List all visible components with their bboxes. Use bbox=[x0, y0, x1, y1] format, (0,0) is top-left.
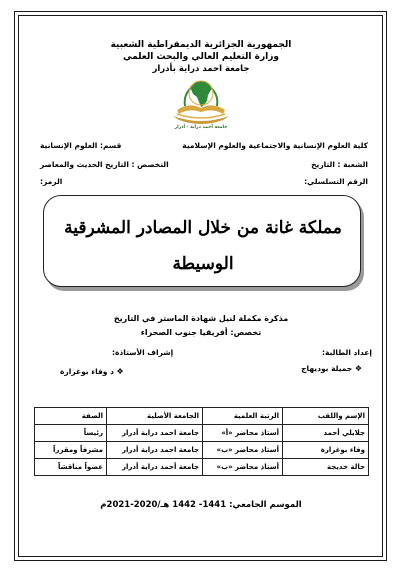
serial-number-label: الرقم التسلسلي: bbox=[304, 177, 368, 186]
memo-specialization: تخصص: أفريقيا جنوب الصحراء bbox=[140, 328, 262, 337]
supervisor-name: د وفاء بوغرارة bbox=[60, 367, 114, 376]
cell-role: مشرفاً ومقرراً bbox=[35, 442, 107, 459]
thesis-title-line-2: الوسيطة bbox=[172, 254, 234, 274]
supervisor-entry bbox=[60, 367, 124, 376]
university-logo-icon bbox=[163, 76, 239, 132]
republic-name: الجمهورية الجزائرية الديمقراطية الشعبية bbox=[110, 40, 292, 50]
academic-year: الموسم الجامعي: 1441- 1442 هـ/2020-2021م bbox=[100, 500, 302, 510]
header-rank: الرتبة العلمية bbox=[203, 408, 283, 425]
memo-description: مذكرة مكملة لنيل شهادة الماستر في التاريخ bbox=[113, 314, 289, 323]
table-row bbox=[35, 425, 369, 442]
cell-university: جامعة احمد دراية أدرار bbox=[107, 442, 203, 459]
table-row bbox=[35, 459, 369, 476]
cell-name: حالة خديجة bbox=[283, 459, 369, 476]
bullet-icon: ❖ bbox=[354, 364, 362, 373]
cell-rank: أستاذ محاضر «أ» bbox=[203, 425, 283, 442]
thesis-title-line-1: مملكة غانة من خلال المصادر المشرقية bbox=[64, 218, 342, 238]
supervised-by-label: إشراف الأستاذة: bbox=[112, 348, 174, 357]
cell-role: رئيساً bbox=[35, 425, 107, 442]
table-row bbox=[35, 442, 369, 459]
faculty-name: كلية العلوم الإنسانية والاجتماعية والعلوم الإسلامية bbox=[182, 141, 368, 150]
cell-rank: أستاذ محاضر «ب» bbox=[203, 442, 283, 459]
header-university: الجامعة الأصلية bbox=[107, 408, 203, 425]
header-name: الإسم واللقب bbox=[283, 408, 369, 425]
cell-name: وفاء بوغرارة bbox=[283, 442, 369, 459]
student-entry bbox=[301, 364, 362, 373]
branch-label: الشعبة : التاريخ bbox=[311, 160, 368, 169]
table-header-row bbox=[35, 408, 369, 425]
prepared-by-label: إعداد الطالبة: bbox=[322, 348, 372, 357]
student-name: جميلة بوديهاج bbox=[301, 364, 353, 373]
university-logo bbox=[163, 76, 239, 132]
ministry-name: وزارة التعليم العالي والبحث العلمي bbox=[122, 52, 280, 62]
cell-role: عضواً مناقشاً bbox=[35, 459, 107, 476]
committee-table bbox=[34, 407, 369, 476]
cell-name: جلايلي أحمد bbox=[283, 425, 369, 442]
logo-caption: جامعة أحمد دراية - أدرار bbox=[174, 125, 228, 130]
code-label: الرمز: bbox=[40, 177, 63, 186]
bullet-icon: ❖ bbox=[116, 367, 124, 376]
cell-rank: أستاذ محاضر «ب» bbox=[203, 459, 283, 476]
cell-university: جامعة أحمد دراية أدرار bbox=[107, 459, 203, 476]
thesis-title-box bbox=[43, 195, 361, 287]
university-name: جامعة احمد دراية بأدرار bbox=[152, 64, 250, 74]
header-role: الصفة bbox=[35, 408, 107, 425]
cell-university: جامعة احمد دراية أدرار bbox=[107, 425, 203, 442]
specialty-label: التخصص : التاريخ الحديث والمعاصر bbox=[40, 160, 169, 169]
department-name: قسم: العلوم الإنسانية bbox=[40, 141, 122, 150]
